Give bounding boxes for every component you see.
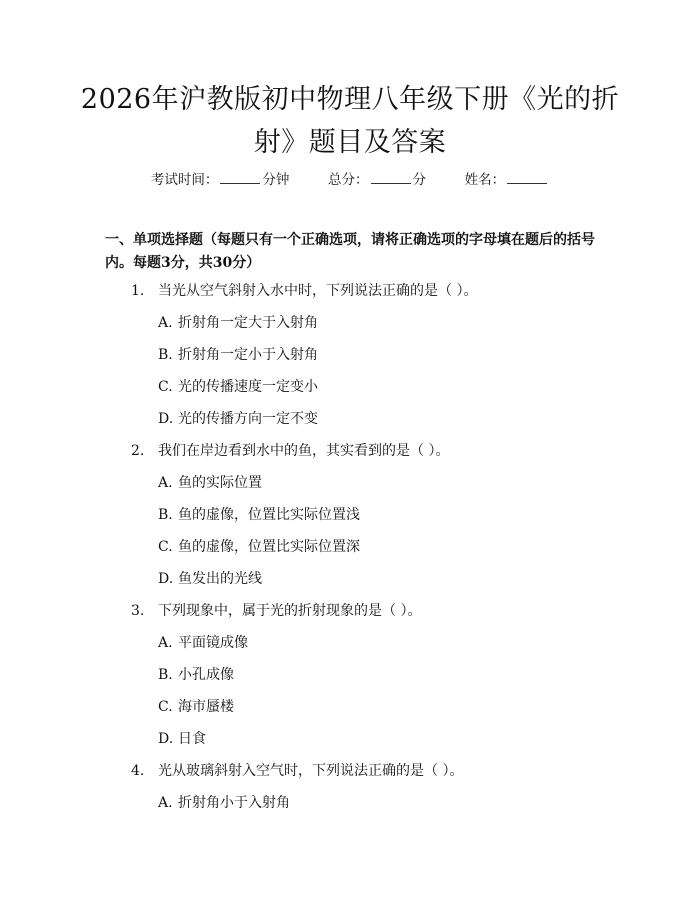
- exam-time-blank: [220, 171, 260, 184]
- option-letter: B.: [158, 347, 173, 363]
- question-4: [131, 761, 463, 781]
- section-header: 一、单项选择题（每题只有一个正确选项，请将正确选项的字母填在题后的括号内。每题3分，共30分）: [105, 232, 595, 271]
- option-4a: [158, 793, 290, 813]
- option-1b: [158, 345, 318, 365]
- exam-name: [465, 168, 550, 188]
- exam-time-unit: 分钟: [262, 172, 290, 188]
- option-text: 折射角一定小于入射角: [178, 347, 318, 363]
- question-2: [131, 441, 449, 461]
- option-text: 折射角小于入射角: [178, 795, 290, 811]
- option-2b: [158, 505, 360, 525]
- question-3: [131, 601, 421, 621]
- option-text: 光的传播方向一定不变: [178, 411, 318, 427]
- option-text: 平面镜成像: [178, 635, 248, 651]
- exam-meta: [0, 168, 700, 188]
- option-3c: [158, 697, 234, 717]
- option-2a: [158, 473, 262, 493]
- option-1d: [158, 409, 318, 429]
- option-text: 折射角一定大于入射角: [178, 315, 318, 331]
- option-text: 鱼的虚像，位置比实际位置浅: [178, 507, 360, 523]
- exam-score: [328, 168, 426, 188]
- option-3a: [158, 633, 248, 653]
- option-3b: [158, 665, 234, 685]
- exam-time-label: 考试时间：: [150, 172, 219, 188]
- option-3d: [158, 729, 206, 749]
- option-letter: C.: [158, 379, 173, 395]
- question-text: 下列现象中，属于光的折射现象的是（ ）。: [158, 603, 422, 619]
- option-letter: A.: [158, 795, 173, 811]
- option-text: 小孔成像: [178, 667, 234, 683]
- question-number: 1.: [131, 283, 145, 299]
- option-letter: D.: [158, 731, 174, 747]
- question-number: 2.: [131, 443, 145, 459]
- option-letter: C.: [158, 699, 173, 715]
- exam-time: [151, 168, 290, 188]
- question-text: 我们在岸边看到水中的鱼，其实看到的是（ ）。: [158, 443, 450, 459]
- option-letter: A.: [158, 635, 173, 651]
- option-letter: B.: [158, 507, 173, 523]
- option-text: 日食: [178, 731, 206, 747]
- option-1a: [158, 313, 318, 333]
- question-text: 当光从空气斜射入水中时，下列说法正确的是（ ）。: [158, 283, 478, 299]
- option-letter: C.: [158, 539, 173, 555]
- exam-name-blank: [507, 171, 547, 184]
- question-number: 3.: [131, 603, 145, 619]
- option-letter: A.: [158, 315, 173, 331]
- document-title: 2026年沪教版初中物理八年级下册《光的折射》题目及答案: [80, 84, 620, 158]
- option-text: 鱼的虚像，位置比实际位置深: [178, 539, 360, 555]
- option-text: 海市蜃楼: [178, 699, 234, 715]
- question-number: 4.: [131, 763, 145, 779]
- exam-score-unit: 分: [412, 172, 426, 188]
- option-2d: [158, 569, 262, 589]
- option-letter: D.: [158, 571, 174, 587]
- question-text: 光从玻璃斜射入空气时，下列说法正确的是（ ）。: [158, 763, 464, 779]
- option-2c: [158, 537, 360, 557]
- exam-score-blank: [371, 171, 411, 184]
- exam-score-label: 总分：: [328, 172, 369, 188]
- option-text: 鱼发出的光线: [178, 571, 262, 587]
- exam-name-label: 姓名：: [464, 172, 506, 188]
- option-letter: A.: [158, 475, 173, 491]
- option-text: 鱼的实际位置: [178, 475, 262, 491]
- option-letter: D.: [158, 411, 174, 427]
- question-1: [131, 281, 477, 301]
- option-text: 光的传播速度一定变小: [178, 379, 318, 395]
- option-letter: B.: [158, 667, 173, 683]
- option-1c: [158, 377, 318, 397]
